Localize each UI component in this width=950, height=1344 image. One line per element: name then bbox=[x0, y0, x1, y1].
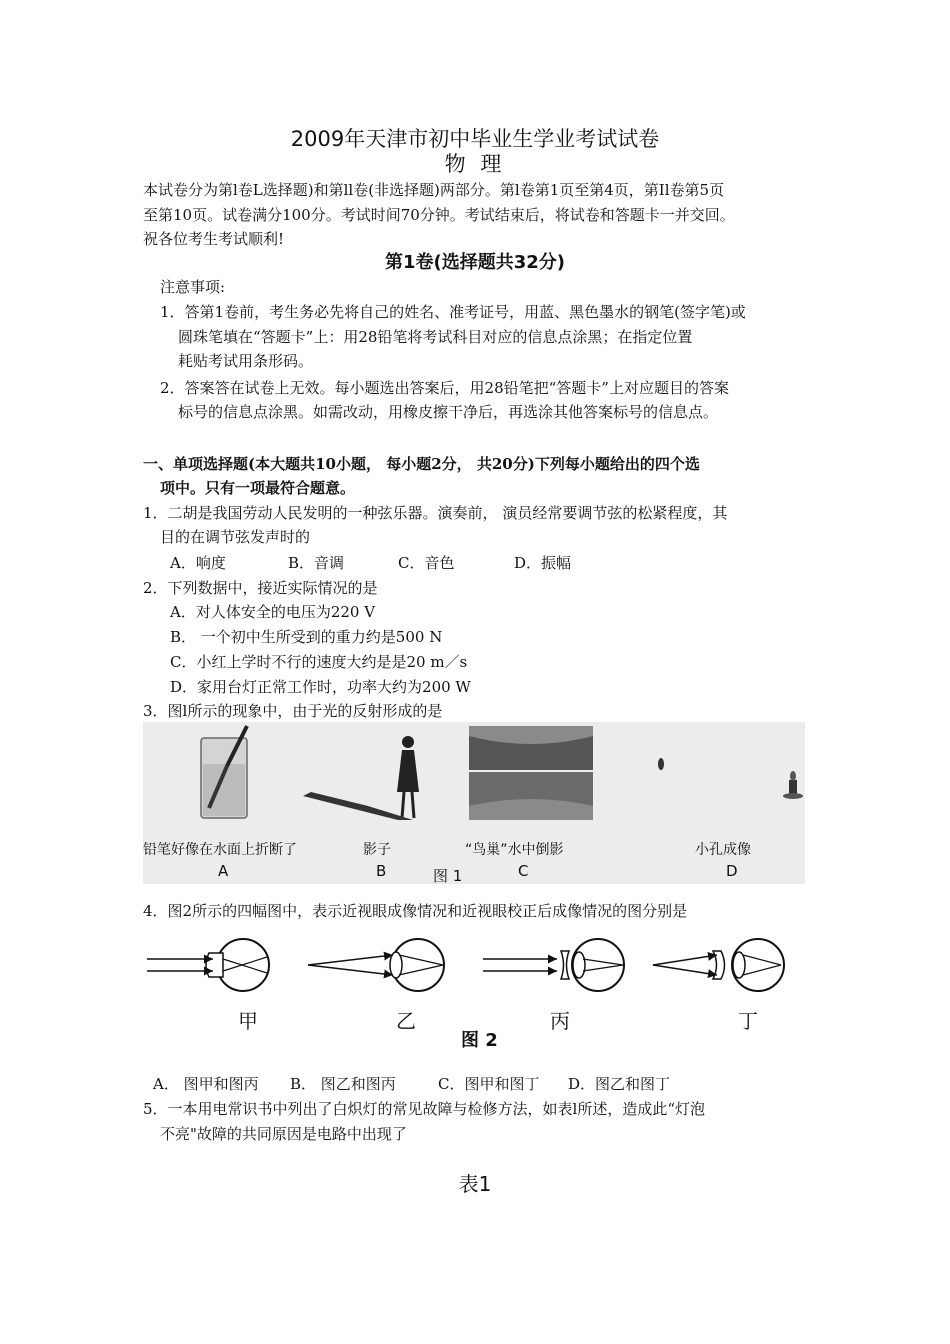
table-1-label: 表1 bbox=[458, 1172, 492, 1196]
q4-option-a: A． 图甲和图丙 bbox=[153, 1075, 259, 1093]
notice-1-line-2: 圆珠笔填在“答题卡”上：用28铅笔将考试科目对应的信息点涂黑；在指定位置 bbox=[178, 328, 693, 346]
page-title: 2009年天津市初中毕业生学业考试试卷 bbox=[290, 127, 660, 151]
q1-option-d: D．振幅 bbox=[514, 554, 572, 572]
q2-stem: 2．下列数据中，接近实际情况的是 bbox=[143, 579, 378, 597]
q4-option-d: D．图乙和图丁 bbox=[568, 1075, 671, 1093]
figure-1-label: 图 1 bbox=[433, 867, 463, 885]
figure-1-caption-c: “鸟巢”水中倒影 bbox=[465, 842, 564, 858]
figure-1-letter-d: D bbox=[726, 862, 738, 880]
figure-2-label: 图 2 bbox=[461, 1030, 498, 1051]
intro-line-1: 本试卷分为第l卷L选择题)和第ll卷(非选择题)两部分。第l卷第1页至第4页，第Il卷第5页 bbox=[143, 181, 725, 199]
figure-2-label-bing: 丙 bbox=[550, 1009, 570, 1033]
q4-option-c: C．图甲和图丁 bbox=[438, 1075, 540, 1093]
figure-1-caption-a: 铅笔好像在水面上折断了 bbox=[143, 842, 297, 858]
figure-2-label-jia: 甲 bbox=[238, 1009, 258, 1033]
eye-diagram-jia bbox=[147, 939, 269, 991]
notice-2-line-1: 2．答案答在试卷上无效。每小题选出答案后，用28铅笔把“答题卡”上对应题目的答案 bbox=[160, 379, 729, 397]
q1-option-a: A．响度 bbox=[170, 554, 226, 572]
q2-option-d: D．家用台灯正常工作时，功率大约为200 W bbox=[170, 678, 471, 696]
figure-2-label-yi: 乙 bbox=[396, 1009, 416, 1033]
notice-title: 注意事项: bbox=[160, 278, 226, 296]
section1-heading-line-2: 项中。只有一项最符合题意。 bbox=[160, 479, 356, 497]
q1-stem-line-2: 目的在调节弦发声时的 bbox=[160, 528, 311, 546]
figure-1-letter-a: A bbox=[218, 862, 229, 880]
q4-option-b: B． 图乙和图丙 bbox=[290, 1075, 396, 1093]
q2-option-c: C．小红上学时不行的速度大约是是20 m／s bbox=[170, 653, 468, 671]
q3-stem: 3．图l所示的现象中，由于光的反射形成的是 bbox=[143, 702, 443, 720]
intro-line-3: 祝各位考生考试顺利! bbox=[143, 230, 285, 248]
eye-diagram-ding bbox=[653, 939, 784, 991]
q5-stem-line-1: 5．一本用电常识书中列出了白炽灯的常见故障与检修方法，如表l所述，造成此“灯泡 bbox=[143, 1100, 706, 1118]
figure-1-art bbox=[143, 722, 805, 884]
q2-option-a: A．对人体安全的电压为220 V bbox=[170, 603, 376, 621]
notice-1-line-1: 1．答第1卷前，考生务必先将自己的姓名、准考证号，用蓝、黑色墨水的钢笔(签字笔)或 bbox=[160, 303, 746, 321]
q5-stem-line-2: 不亮"故障的共同原因是电路中出现了 bbox=[160, 1125, 407, 1143]
figure-1-caption-b: 影子 bbox=[363, 842, 391, 858]
intro-line-2: 至第10页。试卷满分100分。考试时间70分钟。考试结束后，将试卷和答题卡一并交回。 bbox=[143, 206, 735, 224]
q4-stem: 4．图2所示的四幅图中，表示近视眼成像情况和近视眼校正后成像情况的图分别是 bbox=[143, 902, 688, 920]
figure-1-letter-b: B bbox=[376, 862, 387, 880]
figure-1-caption-d: 小孔成像 bbox=[695, 842, 751, 858]
q1-stem-line-1: 1．二胡是我国劳动人民发明的一种弦乐器。演奏前， 演员经常要调节弦的松紧程度，其 bbox=[143, 504, 728, 522]
figure-1-letter-c: C bbox=[518, 862, 529, 880]
notice-1-line-3: 耗贴考试用条形码。 bbox=[178, 352, 314, 370]
section1-heading-line-1: 一、单项选择题(本大题共10小题， 每小题2分， 共20分)下列每小题给出的四个选 bbox=[143, 455, 700, 473]
q1-option-b: B．音调 bbox=[288, 554, 345, 572]
part1-heading: 第1卷(选择题共32分) bbox=[384, 252, 566, 273]
notice-2-line-2: 标号的信息点涂黑。如需改动，用橡皮擦干净后，再选涂其他答案标号的信息点。 bbox=[178, 403, 719, 421]
q2-option-b: B． 一个初中生所受到的重力约是500 N bbox=[170, 628, 443, 646]
subject-title: 物 理 bbox=[444, 152, 506, 176]
figure-2-label-ding: 丁 bbox=[738, 1009, 758, 1033]
figure-2-eyes bbox=[143, 935, 803, 995]
eye-diagram-yi bbox=[308, 939, 444, 991]
eye-diagram-bing bbox=[483, 939, 624, 991]
q1-option-c: C．音色 bbox=[398, 554, 455, 572]
figure-1 bbox=[143, 722, 805, 884]
